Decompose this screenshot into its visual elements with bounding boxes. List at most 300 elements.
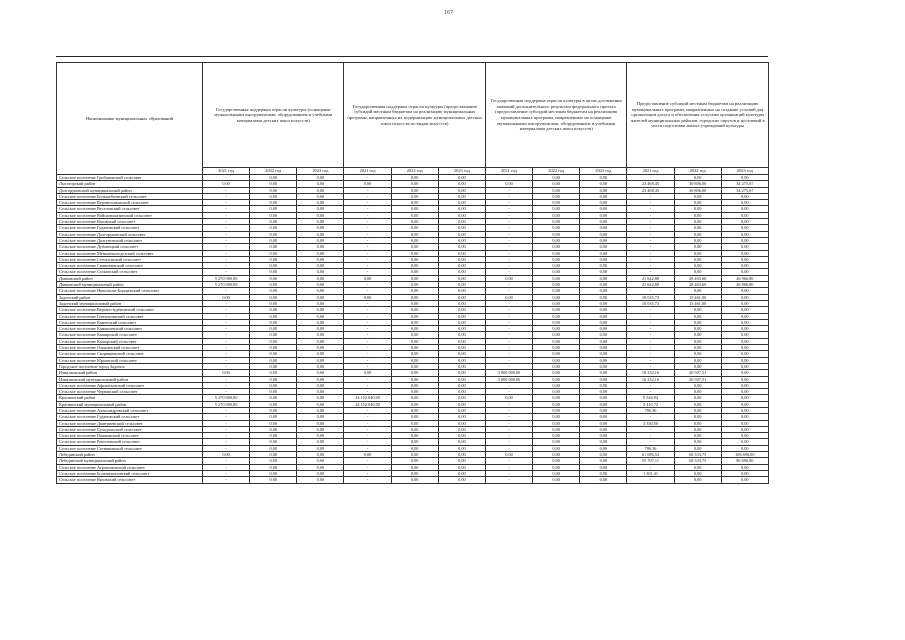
value-cell: - xyxy=(627,175,674,181)
value-cell: - xyxy=(485,363,532,369)
value-cell: 0,00 xyxy=(438,237,485,243)
value-cell: 0,00 xyxy=(533,470,580,476)
value-cell: 0,00 xyxy=(674,426,721,432)
value-cell: 18 035,73 xyxy=(627,294,674,300)
value-cell: - xyxy=(627,357,674,363)
value-cell: - xyxy=(627,200,674,206)
value-cell: 0,00 xyxy=(438,244,485,250)
value-cell: 0,00 xyxy=(297,470,344,476)
value-cell: 0,00 xyxy=(438,477,485,483)
value-cell: 0,00 xyxy=(297,426,344,432)
value-cell: 0,00 xyxy=(674,193,721,199)
value-cell: 9 526,94 xyxy=(627,395,674,401)
value-cell: 0,00 xyxy=(297,313,344,319)
value-cell: - xyxy=(485,464,532,470)
municipality-name-cell: Сельское поселение Стегаловский сельсовет xyxy=(57,256,203,262)
value-cell: 0,00 xyxy=(391,237,438,243)
value-cell: 0,00 xyxy=(580,389,627,395)
value-cell: 0,00 xyxy=(297,256,344,262)
value-cell: - xyxy=(485,175,532,181)
value-cell: 0,00 xyxy=(391,477,438,483)
value-cell: 34 275,67 xyxy=(721,187,768,193)
value-cell: - xyxy=(203,219,250,225)
year-header: 2023 год xyxy=(580,168,627,175)
value-cell: 0,00 xyxy=(391,407,438,413)
value-cell: - xyxy=(485,389,532,395)
value-cell: 0,00 xyxy=(533,282,580,288)
value-cell: 0,00 xyxy=(297,332,344,338)
value-cell: 0,00 xyxy=(391,275,438,281)
value-cell: 0,00 xyxy=(721,338,768,344)
value-cell: 0,00 xyxy=(250,275,297,281)
value-cell: 0,00 xyxy=(250,206,297,212)
municipality-name-cell: Сельское поселение Верхнестудёновский сельсовет xyxy=(57,307,203,313)
year-header: 2022 год xyxy=(674,168,721,175)
municipality-name-cell: Лебедянский район xyxy=(57,452,203,458)
value-cell: 0,00 xyxy=(297,225,344,231)
value-cell: - xyxy=(344,300,391,306)
value-cell: 16 232,16 xyxy=(627,376,674,382)
value-cell: - xyxy=(485,206,532,212)
value-cell: 0,00 xyxy=(438,307,485,313)
value-cell: 0,00 xyxy=(721,256,768,262)
value-cell: 0,00 xyxy=(391,445,438,451)
value-cell: - xyxy=(203,389,250,395)
value-cell: 0,00 xyxy=(250,382,297,388)
value-cell: 0,00 xyxy=(297,357,344,363)
value-cell: - xyxy=(627,389,674,395)
value-cell: 0,00 xyxy=(391,294,438,300)
value-cell: 0,00 xyxy=(250,175,297,181)
value-cell: 0,00 xyxy=(533,426,580,432)
value-cell: 0,00 xyxy=(391,420,438,426)
group-header-instruments: Государственная поддержка отрасли культуры (оснащение музыкальными инструментами, оборудованием и учебными материалами детских школ искусств) xyxy=(203,63,344,168)
value-cell: - xyxy=(485,326,532,332)
municipality-name-cell: Сельское поселение Гнилушинский сельсовет xyxy=(57,313,203,319)
value-cell: - xyxy=(485,357,532,363)
value-cell: 0,00 xyxy=(721,313,768,319)
value-cell: - xyxy=(344,263,391,269)
value-cell: 0,00 xyxy=(674,332,721,338)
municipality-name-cell: Сельское поселение Суходольский сельсовет xyxy=(57,426,203,432)
value-cell: - xyxy=(627,433,674,439)
value-cell: 0,00 xyxy=(674,206,721,212)
value-cell: 0,00 xyxy=(297,326,344,332)
value-cell: 0,00 xyxy=(250,395,297,401)
value-cell: - xyxy=(344,332,391,338)
value-cell: 786,36 xyxy=(627,407,674,413)
value-cell: 0,00 xyxy=(250,326,297,332)
value-cell: 0,00 xyxy=(391,200,438,206)
value-cell: 0,00 xyxy=(533,269,580,275)
value-cell: 0,00 xyxy=(533,326,580,332)
value-cell: 0,00 xyxy=(533,351,580,357)
value-cell: 0,00 xyxy=(391,319,438,325)
table-row xyxy=(57,477,769,483)
value-cell: - xyxy=(485,225,532,231)
value-cell: 0,00 xyxy=(721,351,768,357)
value-cell: 0,00 xyxy=(438,407,485,413)
value-cell: 0,00 xyxy=(250,269,297,275)
value-cell: - xyxy=(344,319,391,325)
value-cell: 0,00 xyxy=(721,319,768,325)
value-cell: 0,00 xyxy=(674,263,721,269)
value-cell: 0,00 xyxy=(297,445,344,451)
value-cell: 0,00 xyxy=(721,407,768,413)
value-cell: - xyxy=(344,382,391,388)
value-cell: 0,00 xyxy=(580,433,627,439)
value-cell: 0,00 xyxy=(250,294,297,300)
value-cell: 0,00 xyxy=(438,212,485,218)
value-cell: 0,00 xyxy=(250,439,297,445)
value-cell: - xyxy=(203,326,250,332)
value-cell: 0,00 xyxy=(674,351,721,357)
value-cell: 0,00 xyxy=(438,219,485,225)
value-cell: - xyxy=(203,244,250,250)
value-cell: 5 270 000,00 xyxy=(203,275,250,281)
value-cell: 0,00 xyxy=(250,414,297,420)
value-cell: 0,00 xyxy=(674,225,721,231)
value-cell: 0,00 xyxy=(250,256,297,262)
value-cell: 0,00 xyxy=(391,263,438,269)
value-cell: 0,00 xyxy=(297,219,344,225)
value-cell: - xyxy=(344,250,391,256)
value-cell: 0,00 xyxy=(674,175,721,181)
value-cell: 0,00 xyxy=(391,187,438,193)
value-cell: 0,00 xyxy=(721,420,768,426)
value-cell: 0,00 xyxy=(721,200,768,206)
value-cell: 0,00 xyxy=(297,370,344,376)
value-cell: - xyxy=(344,445,391,451)
value-cell: 0,00 xyxy=(391,370,438,376)
value-cell: - xyxy=(485,420,532,426)
value-cell: - xyxy=(203,439,250,445)
value-cell: 0,00 xyxy=(297,294,344,300)
value-cell: 0,00 xyxy=(580,263,627,269)
value-cell: 0,00 xyxy=(297,458,344,464)
value-cell: 0,00 xyxy=(674,401,721,407)
value-cell: 0,00 xyxy=(485,452,532,458)
value-cell: 0,00 xyxy=(391,470,438,476)
value-cell: 0,00 xyxy=(674,389,721,395)
value-cell: 0,00 xyxy=(580,326,627,332)
value-cell: 0,00 xyxy=(580,477,627,483)
value-cell: 0,00 xyxy=(438,445,485,451)
value-cell: 0,00 xyxy=(250,200,297,206)
value-cell: 0,00 xyxy=(721,395,768,401)
value-cell: - xyxy=(627,237,674,243)
municipality-name-cell: Сельское поселение Долгоруковский сельсовет xyxy=(57,231,203,237)
value-cell: - xyxy=(344,187,391,193)
value-cell: - xyxy=(203,363,250,369)
value-cell: - xyxy=(627,477,674,483)
value-cell: 0,00 xyxy=(674,439,721,445)
value-cell: 0,00 xyxy=(580,269,627,275)
municipality-name-cell: Сельское поселение Войсковоказинский сельсовет xyxy=(57,212,203,218)
value-cell: - xyxy=(203,458,250,464)
value-cell: 0,00 xyxy=(297,282,344,288)
value-cell: - xyxy=(344,389,391,395)
value-cell: 0,00 xyxy=(250,389,297,395)
value-cell: 0,00 xyxy=(674,433,721,439)
value-cell: 0,00 xyxy=(297,401,344,407)
value-cell: - xyxy=(485,250,532,256)
value-cell: 0,00 xyxy=(721,250,768,256)
value-cell: 0,00 xyxy=(438,193,485,199)
value-cell: 0,00 xyxy=(391,357,438,363)
municipality-name-cell: Данковский район xyxy=(57,275,203,281)
value-cell: 0,00 xyxy=(580,294,627,300)
value-cell: 0,00 xyxy=(438,357,485,363)
value-cell: - xyxy=(485,445,532,451)
value-cell: 0,00 xyxy=(721,370,768,376)
value-cell: - xyxy=(203,464,250,470)
value-cell: 0,00 xyxy=(533,244,580,250)
value-cell: - xyxy=(627,231,674,237)
value-cell: 0,00 xyxy=(533,193,580,199)
year-header: 2021 год xyxy=(485,168,532,175)
value-cell: 0,00 xyxy=(721,244,768,250)
value-cell: 86 696,00 xyxy=(721,458,768,464)
value-cell: 5 270 000,00 xyxy=(203,282,250,288)
municipality-name-cell: Сельское поселение Вязовский сельсовет xyxy=(57,219,203,225)
value-cell: - xyxy=(344,193,391,199)
value-cell: 0,00 xyxy=(438,363,485,369)
value-cell: 0,00 xyxy=(721,332,768,338)
value-cell: - xyxy=(344,175,391,181)
value-cell: - xyxy=(627,244,674,250)
value-cell: 0,00 xyxy=(721,426,768,432)
value-cell: 68 333,75 xyxy=(674,458,721,464)
value-cell: 0,00 xyxy=(297,288,344,294)
value-cell: 0,00 xyxy=(250,212,297,218)
group-header-leisure: Предоставление субсидий местным бюджетам на реализацию муниципальных программ, направленных на создание условий для организации досуга и обеспечения услугами организаций культуры жителей муниципальных районов, городских округов и поселений в части подготовки жилых учреждений культуры xyxy=(627,63,768,168)
value-cell: - xyxy=(344,470,391,476)
value-cell: 0,00 xyxy=(721,237,768,243)
value-cell: 0,00 xyxy=(250,363,297,369)
value-cell: 0,00 xyxy=(721,439,768,445)
value-cell: 28 403,60 xyxy=(674,282,721,288)
value-cell: - xyxy=(203,175,250,181)
value-cell: 0,00 xyxy=(674,237,721,243)
value-cell: - xyxy=(203,357,250,363)
year-header: 2021 год xyxy=(627,168,674,175)
year-header: 2022 год xyxy=(250,168,297,175)
value-cell: 0,00 xyxy=(391,282,438,288)
municipality-name-cell: Сельское поселение Верхнеломовский сельсовет xyxy=(57,200,203,206)
value-cell: 23 468,45 xyxy=(627,181,674,187)
value-cell: - xyxy=(203,256,250,262)
value-cell: 0,00 xyxy=(438,458,485,464)
value-cell: 0,00 xyxy=(674,200,721,206)
value-cell: - xyxy=(344,414,391,420)
value-cell: 0,00 xyxy=(250,345,297,351)
value-cell: 0,00 xyxy=(580,370,627,376)
value-cell: 0,00 xyxy=(533,389,580,395)
value-cell: 0,00 xyxy=(721,401,768,407)
value-cell: 0,00 xyxy=(391,219,438,225)
municipality-name-cell: Измалковский район xyxy=(57,370,203,376)
value-cell: - xyxy=(344,269,391,275)
value-cell: 0,00 xyxy=(674,313,721,319)
value-cell: 26 966,80 xyxy=(721,282,768,288)
value-cell: 0,00 xyxy=(297,231,344,237)
value-cell: 0,00 xyxy=(721,389,768,395)
value-cell: 0,00 xyxy=(344,452,391,458)
value-cell: - xyxy=(203,269,250,275)
value-cell: 0,00 xyxy=(391,414,438,420)
value-cell: - xyxy=(203,382,250,388)
value-cell: 0,00 xyxy=(674,363,721,369)
value-cell: 0,00 xyxy=(721,382,768,388)
municipality-name-cell: Сельское поселение Грибановский сельсовет xyxy=(57,175,203,181)
value-cell: 0,00 xyxy=(533,370,580,376)
value-cell: 0,00 xyxy=(391,300,438,306)
value-cell: 0,00 xyxy=(721,225,768,231)
value-cell: 0,00 xyxy=(721,231,768,237)
value-cell: 0,00 xyxy=(533,439,580,445)
value-cell: - xyxy=(203,414,250,420)
value-cell: - xyxy=(627,269,674,275)
value-cell: 0,00 xyxy=(533,395,580,401)
value-cell: 0,00 xyxy=(580,193,627,199)
municipality-name-cell: Сельское поселение Сотниковский сельсовет xyxy=(57,445,203,451)
value-cell: - xyxy=(344,433,391,439)
year-header: 2022 год xyxy=(533,168,580,175)
municipality-name-cell: Сельское поселение Меньшеколодезский сельсовет xyxy=(57,250,203,256)
year-header: 2023 год xyxy=(438,168,485,175)
municipality-name-cell: Сельское поселение Стаканский сельсовет xyxy=(57,269,203,275)
value-cell: - xyxy=(485,193,532,199)
value-cell: 0,00 xyxy=(485,294,532,300)
value-cell: 0,00 xyxy=(250,244,297,250)
municipality-name-cell: Сельское поселение Вязовский сельсовет xyxy=(57,477,203,483)
value-cell: 0,00 xyxy=(438,313,485,319)
value-cell: 0,00 xyxy=(721,414,768,420)
value-cell: 0,00 xyxy=(721,193,768,199)
value-cell: 0,00 xyxy=(250,237,297,243)
value-cell: - xyxy=(203,193,250,199)
value-cell: 0,00 xyxy=(580,395,627,401)
value-cell: 0,00 xyxy=(250,351,297,357)
value-cell: 0,00 xyxy=(533,401,580,407)
value-cell: 0,00 xyxy=(250,288,297,294)
value-cell: 0,00 xyxy=(533,275,580,281)
value-cell: 0,00 xyxy=(438,345,485,351)
value-cell: 0,00 xyxy=(721,470,768,476)
value-cell: - xyxy=(344,206,391,212)
value-cell: 0,00 xyxy=(297,263,344,269)
municipality-column-header: Наименование муниципальных образований xyxy=(57,63,203,175)
value-cell: 0,00 xyxy=(674,256,721,262)
value-cell: 0,00 xyxy=(297,464,344,470)
value-cell: 0,00 xyxy=(297,407,344,413)
value-cell: 55 707,11 xyxy=(627,458,674,464)
value-cell: 0,00 xyxy=(297,389,344,395)
value-cell: 0,00 xyxy=(674,382,721,388)
municipality-name-cell: Лебедянский муниципальный район xyxy=(57,458,203,464)
value-cell: 0,00 xyxy=(533,357,580,363)
value-cell: 0,00 xyxy=(580,288,627,294)
value-cell: 0,00 xyxy=(250,263,297,269)
value-cell: 0,00 xyxy=(580,244,627,250)
value-cell: - xyxy=(203,477,250,483)
value-cell: 0,00 xyxy=(297,181,344,187)
municipality-name-cell: Сельское поселение Александровский сельсовет xyxy=(57,407,203,413)
value-cell: 0,00 xyxy=(391,351,438,357)
value-cell: 28 403,60 xyxy=(674,275,721,281)
value-cell: 0,00 xyxy=(721,206,768,212)
value-cell: 0,00 xyxy=(580,401,627,407)
municipality-name-cell: Сельское поселение Большебоевский сельсовет xyxy=(57,193,203,199)
value-cell: 0,00 xyxy=(533,458,580,464)
value-cell: 0,00 xyxy=(250,332,297,338)
value-cell: 0,00 xyxy=(391,382,438,388)
value-cell: 0,00 xyxy=(438,225,485,231)
municipality-name-cell: Измалковский муниципальный район xyxy=(57,376,203,382)
value-cell: - xyxy=(344,219,391,225)
value-cell: 0,00 xyxy=(391,439,438,445)
value-cell: 0,00 xyxy=(580,212,627,218)
value-cell: - xyxy=(203,433,250,439)
value-cell: 0,00 xyxy=(297,307,344,313)
value-cell: - xyxy=(627,193,674,199)
municipality-name-cell: Краснинский муниципальный район xyxy=(57,401,203,407)
value-cell: 0,00 xyxy=(533,237,580,243)
value-cell: 0,00 xyxy=(344,181,391,187)
value-cell: 0,00 xyxy=(533,376,580,382)
value-cell: - xyxy=(485,269,532,275)
value-cell: 0,00 xyxy=(438,206,485,212)
value-cell: 0,00 xyxy=(391,193,438,199)
value-cell: - xyxy=(344,237,391,243)
value-cell: - xyxy=(485,212,532,218)
value-cell: - xyxy=(627,332,674,338)
value-cell: 30 806,00 xyxy=(674,181,721,187)
value-cell: 0,00 xyxy=(533,414,580,420)
value-cell: 0,00 xyxy=(674,345,721,351)
value-cell: 0,00 xyxy=(344,275,391,281)
value-cell: 0,00 xyxy=(250,225,297,231)
value-cell: 0,00 xyxy=(391,313,438,319)
value-cell: - xyxy=(485,345,532,351)
value-cell: 0,00 xyxy=(533,181,580,187)
value-cell: 0,00 xyxy=(438,332,485,338)
value-cell: 0,00 xyxy=(533,250,580,256)
value-cell: 0,00 xyxy=(533,263,580,269)
value-cell: 0,00 xyxy=(485,395,532,401)
value-cell: 3 000 000,00 xyxy=(485,376,532,382)
value-cell: 0,00 xyxy=(674,357,721,363)
value-cell: - xyxy=(203,212,250,218)
value-cell: - xyxy=(203,319,250,325)
value-cell: - xyxy=(485,351,532,357)
value-cell: 0,00 xyxy=(533,445,580,451)
value-cell: 0,00 xyxy=(297,395,344,401)
value-cell: - xyxy=(203,225,250,231)
value-cell: - xyxy=(344,376,391,382)
value-cell: 0,00 xyxy=(438,288,485,294)
group-header-federal-project: Государственная поддержка отрасли культуры в целях достижения значений дополнительного результата федерального проекта (предоставление субсидий местным бюджетам на реализацию муниципальных программ, направленных на оснащение музыкальными инструментами, оборудованием и учебными материалами детских школ искусств) xyxy=(485,63,626,168)
value-cell: 0,00 xyxy=(391,206,438,212)
value-cell: 0,00 xyxy=(391,389,438,395)
value-cell: 0,00 xyxy=(391,345,438,351)
value-cell: - xyxy=(485,307,532,313)
value-cell: 0,00 xyxy=(721,294,768,300)
value-cell: 0,00 xyxy=(674,420,721,426)
value-cell: 0,00 xyxy=(438,319,485,325)
value-cell: 0,00 xyxy=(250,357,297,363)
